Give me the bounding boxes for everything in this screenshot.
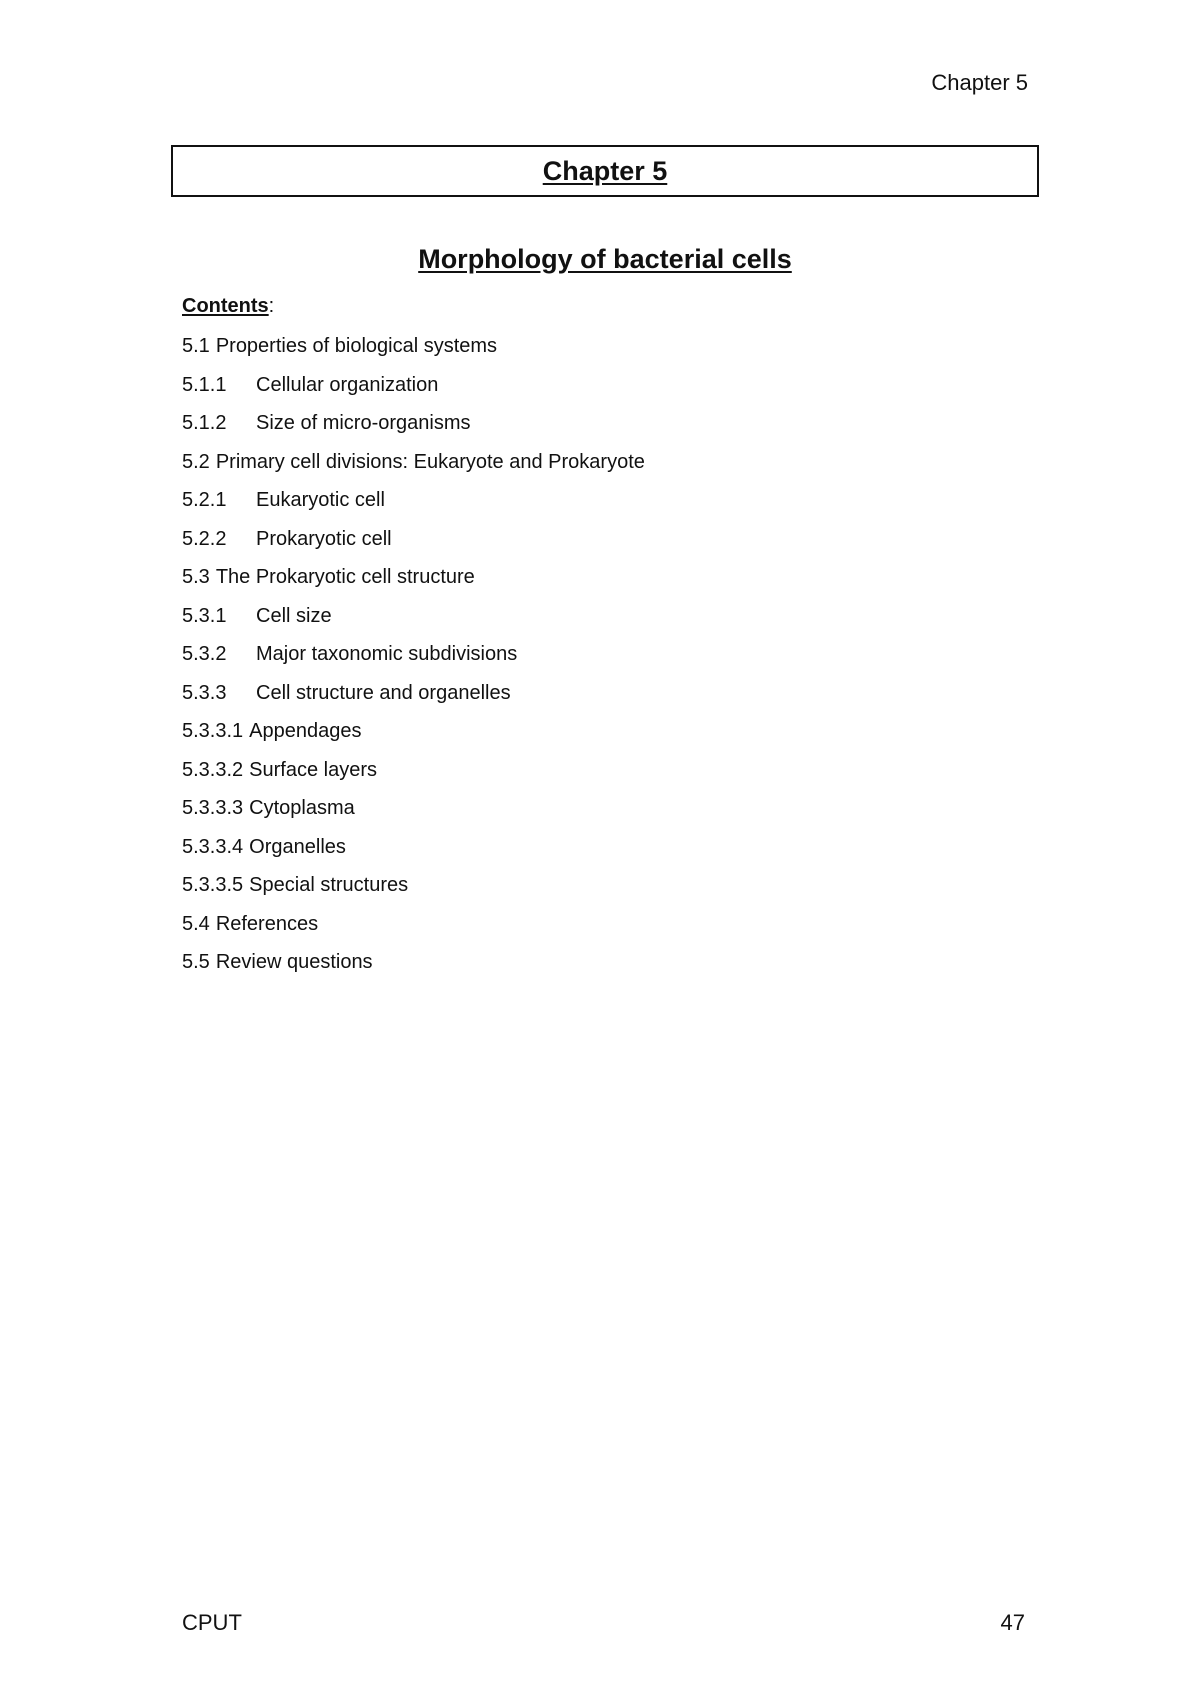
toc-item-number: 5.3 xyxy=(182,566,210,588)
toc-item-number: 5.2.2 xyxy=(182,527,227,550)
chapter-heading-box xyxy=(171,145,1039,197)
toc-item-text: Organelles xyxy=(249,835,346,858)
toc-item-text: Major taxonomic subdivisions xyxy=(256,643,518,665)
footer-institution: CPUT xyxy=(182,1610,242,1635)
toc-item xyxy=(182,950,645,989)
toc-item-text: Primary cell divisions: Eukaryote and Prokaryote xyxy=(215,450,645,473)
toc-item xyxy=(182,527,645,566)
toc-item-text: Appendages xyxy=(249,720,362,742)
toc-item-text: Prokaryotic cell xyxy=(256,527,392,550)
toc-item-text: Eukaryotic cell xyxy=(256,489,385,511)
contents-label xyxy=(182,296,274,316)
toc-item-number: 5.1.2 xyxy=(182,412,227,434)
toc-item xyxy=(182,373,645,412)
toc-item-number: 5.3.3.5 xyxy=(182,874,244,896)
page-title: Morphology of bacterial cells xyxy=(418,244,792,274)
toc-item-text: Review questions xyxy=(215,951,373,973)
toc-item-text: Cellular organization xyxy=(256,373,439,396)
toc-item xyxy=(182,565,645,604)
toc-item-number: 5.4 xyxy=(182,912,210,935)
contents-label-colon: : xyxy=(268,295,275,317)
toc-item-number: 5.1 xyxy=(182,335,210,357)
toc-item xyxy=(182,835,645,874)
toc-item xyxy=(182,873,645,912)
toc-item-text: Size of micro-organisms xyxy=(256,412,471,434)
toc-item-number: 5.3.3 xyxy=(182,681,227,704)
toc-item xyxy=(182,758,645,797)
toc-item-text: The Prokaryotic cell structure xyxy=(215,566,475,588)
toc-item-number: 5.3.1 xyxy=(182,604,227,627)
toc-item-text: Cell structure and organelles xyxy=(256,681,511,704)
toc-item-number: 5.3.3.3 xyxy=(182,797,244,819)
toc-item-text: Special structures xyxy=(249,874,409,896)
toc-item-text: Surface layers xyxy=(249,758,378,781)
toc-item-number: 5.1.1 xyxy=(182,373,227,396)
toc-item xyxy=(182,719,645,758)
toc-item-number: 5.2 xyxy=(182,450,210,473)
toc-item-number: 5.3.2 xyxy=(182,643,227,665)
toc-item xyxy=(182,642,645,681)
running-header: Chapter 5 xyxy=(931,70,1028,95)
toc-item-number: 5.5 xyxy=(182,951,210,973)
toc-item xyxy=(182,604,645,643)
toc-item-text: Cell size xyxy=(256,604,332,627)
toc-item xyxy=(182,334,645,373)
toc-item-number: 5.3.3.1 xyxy=(182,720,244,742)
toc-item-text: Cytoplasma xyxy=(249,797,355,819)
toc-item xyxy=(182,450,645,489)
toc-item-number: 5.2.1 xyxy=(182,489,227,511)
footer-page-number: 47 xyxy=(1000,1610,1025,1635)
contents-label-word: Contents xyxy=(182,295,269,317)
toc-item xyxy=(182,796,645,835)
toc-item xyxy=(182,411,645,450)
chapter-heading: Chapter 5 xyxy=(542,155,668,186)
toc-item-number: 5.3.3.4 xyxy=(182,835,244,858)
toc-item-number: 5.3.3.2 xyxy=(182,758,244,781)
toc-item xyxy=(182,488,645,527)
toc-item-text: Properties of biological systems xyxy=(215,335,498,357)
toc-item xyxy=(182,912,645,951)
toc-item-text: References xyxy=(215,912,319,935)
table-of-contents xyxy=(182,334,645,989)
toc-item xyxy=(182,681,645,720)
